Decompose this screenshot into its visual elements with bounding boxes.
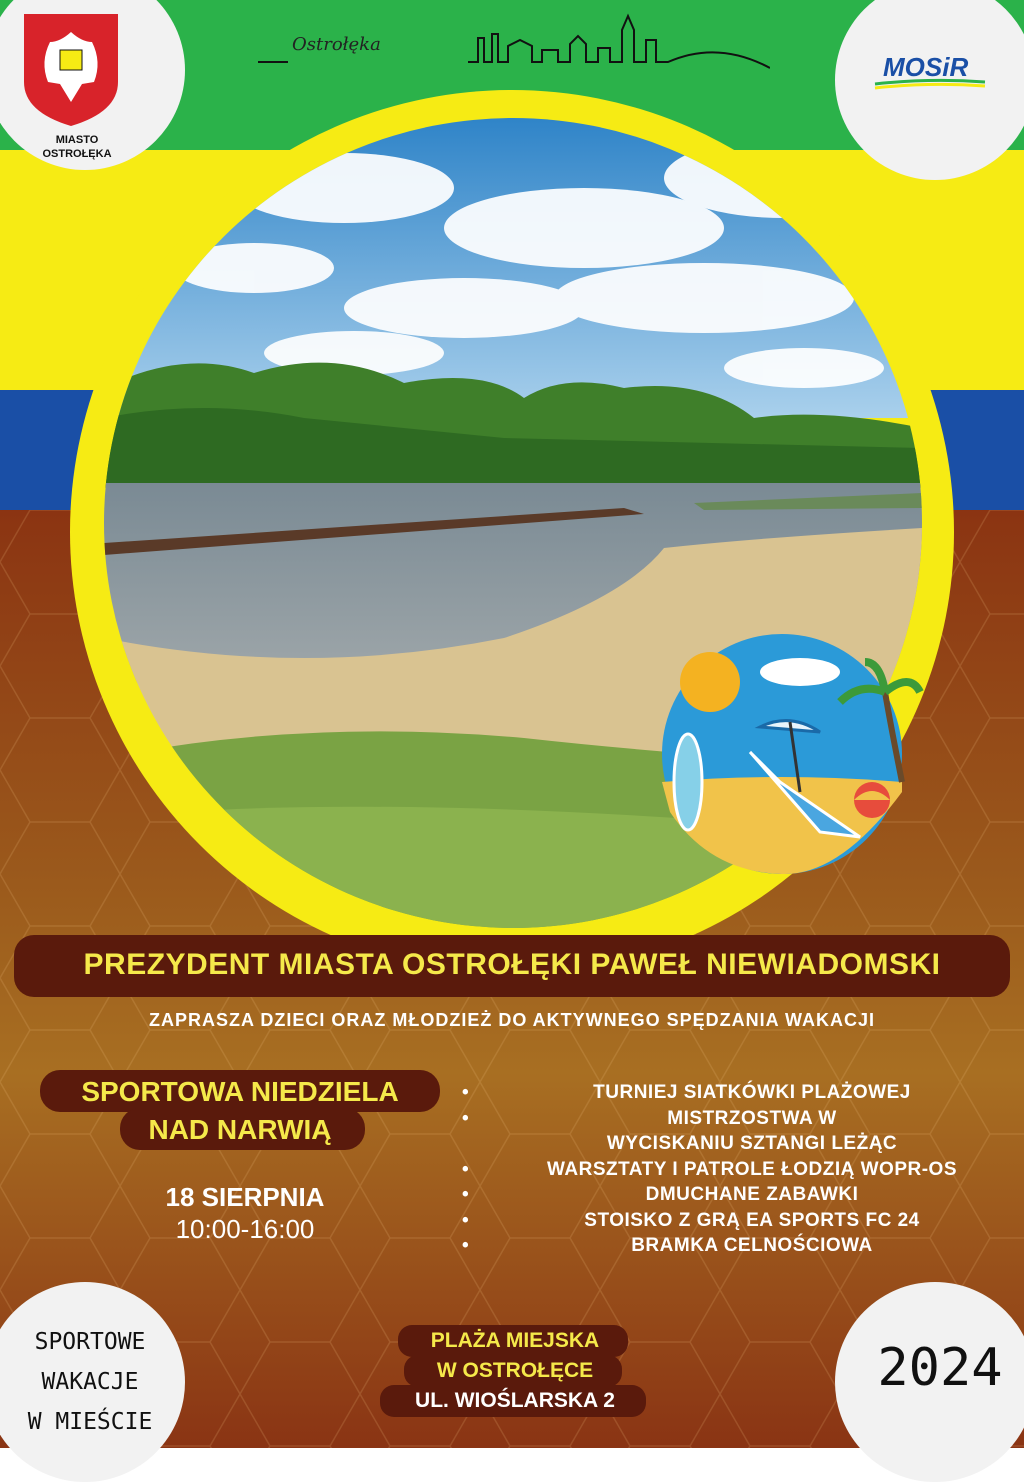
slogan-line3: W MIEŚCIE bbox=[27, 1409, 153, 1435]
list-item: WYCISKANIU SZTANGI LEŻĄC bbox=[606, 1133, 898, 1154]
skyline-name: Ostrołęka bbox=[292, 34, 381, 55]
list-item: • STOISKO Z GRĄ EA SPORTS FC 24 bbox=[462, 1208, 1022, 1234]
event-name bbox=[30, 1073, 450, 1149]
place-line1: PLAŻA MIEJSKA bbox=[430, 1329, 600, 1352]
event-time: 10:00-16:00 bbox=[175, 1214, 315, 1244]
year: 2024 bbox=[877, 1338, 1003, 1398]
slogan-line2: WAKACJE bbox=[41, 1369, 139, 1395]
main-title: PREZYDENT MIASTA OSTROŁĘKI PAWEŁ NIEWIADOMSKI bbox=[83, 948, 941, 981]
list-item: • DMUCHANE ZABAWKI bbox=[462, 1182, 1022, 1208]
event-name-line1: SPORTOWA NIEDZIELA bbox=[81, 1076, 399, 1107]
event-date: 18 SIERPNIA bbox=[165, 1182, 325, 1212]
city-label-line1: MIASTO bbox=[55, 134, 99, 146]
city-label-line2: OSTROŁĘKA bbox=[42, 148, 112, 160]
attractions-list bbox=[462, 1080, 1022, 1259]
event-place bbox=[370, 1326, 660, 1416]
beach-illustration bbox=[640, 632, 924, 876]
list-item: • WARSZTATY I PATROLE ŁODZIĄ WOPR-OS bbox=[462, 1157, 1022, 1183]
city-crest-icon bbox=[22, 12, 120, 128]
slogan bbox=[10, 1322, 170, 1442]
slogan-line1: SPORTOWE bbox=[34, 1329, 146, 1355]
subtitle: ZAPRASZA DZIECI ORAZ MŁODZIEŻ DO AKTYWNEGO SPĘDZANIA WAKACJI bbox=[149, 1010, 875, 1030]
mosir-logo-swoosh-icon bbox=[870, 48, 990, 108]
place-line2: W OSTROŁĘCE bbox=[436, 1359, 594, 1382]
list-item: • BRAMKA CELNOŚCIOWA bbox=[462, 1233, 1022, 1259]
event-name-line2: NAD NARWIĄ bbox=[148, 1114, 332, 1145]
mosir-logo: MOSiR bbox=[883, 52, 969, 82]
list-item: • TURNIEJ SIATKÓWKI PLAŻOWEJ bbox=[462, 1080, 1022, 1106]
place-line3: UL. WIOŚLARSKA 2 bbox=[415, 1389, 615, 1412]
city-label bbox=[32, 133, 122, 161]
list-item: • MISTRZOSTWA W bbox=[462, 1106, 1022, 1132]
